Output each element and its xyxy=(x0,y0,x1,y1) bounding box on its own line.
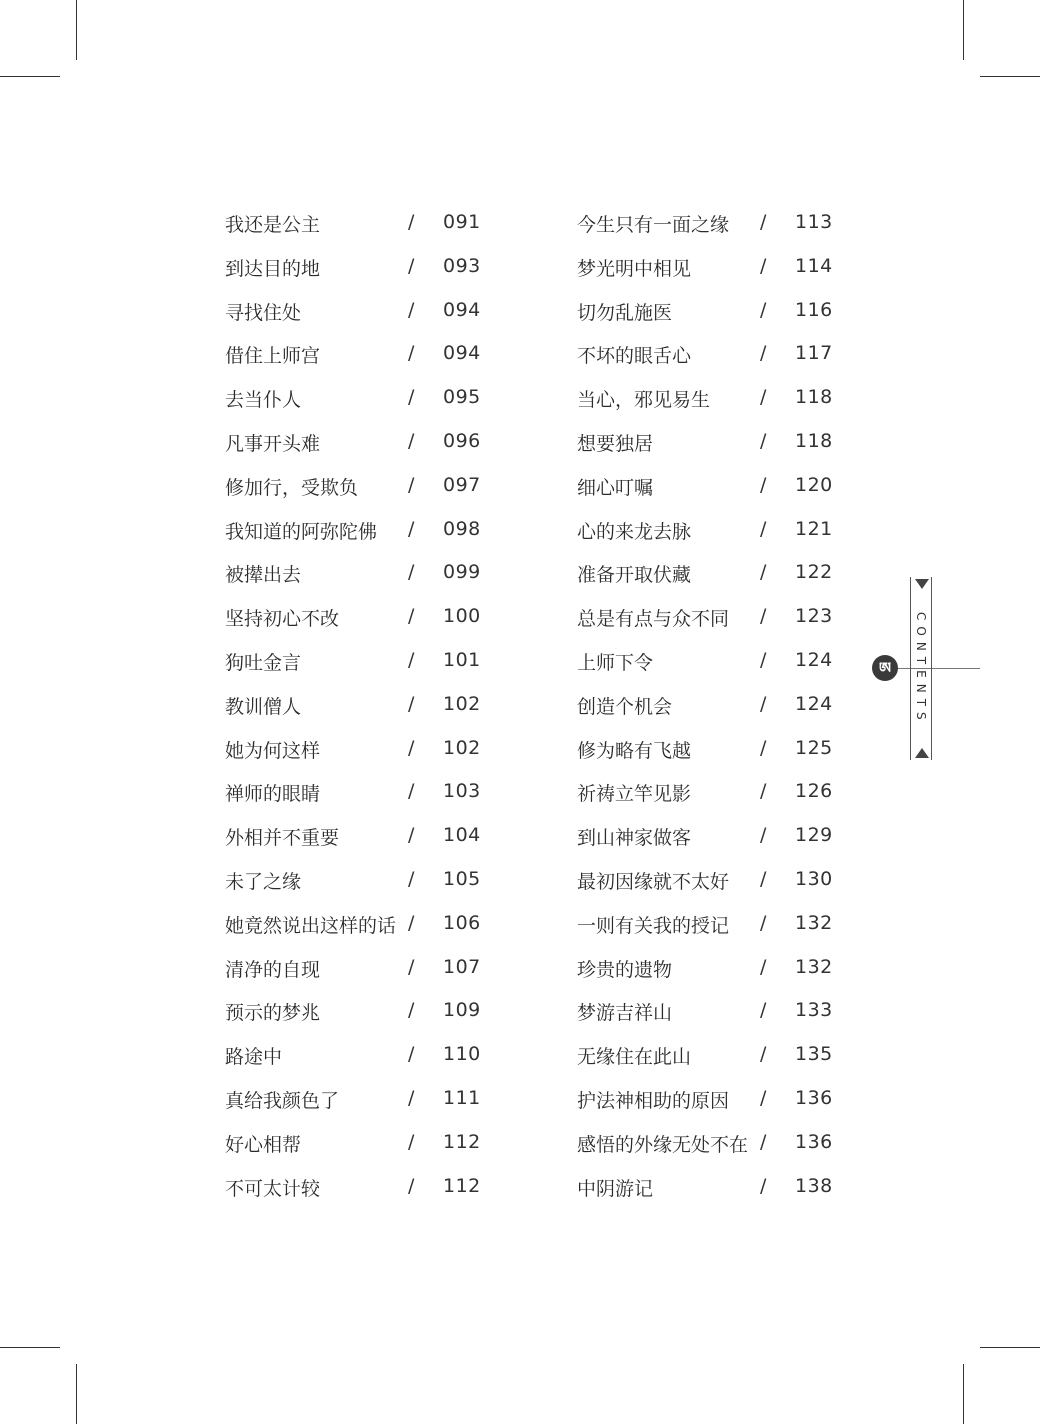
crop-mark xyxy=(76,0,77,60)
crop-mark xyxy=(76,1364,77,1424)
toc-separator: / xyxy=(760,736,767,759)
contents-label-wrap xyxy=(911,597,931,740)
toc-entry-page: 117 xyxy=(795,342,833,365)
toc-entry-title: 被撵出去 xyxy=(225,564,302,587)
toc-separator: / xyxy=(408,1043,415,1066)
crop-mark xyxy=(980,1347,1040,1348)
toc-entry[interactable] xyxy=(225,857,505,901)
toc-entry-title: 一则有关我的授记 xyxy=(577,914,730,937)
toc-entry[interactable] xyxy=(225,1164,505,1208)
toc-entry[interactable] xyxy=(577,550,857,594)
toc-separator: / xyxy=(408,648,415,671)
toc-entry-page: 106 xyxy=(443,911,481,934)
toc-entry[interactable] xyxy=(577,331,857,375)
toc-entry-page: 094 xyxy=(443,342,481,365)
toc-entry[interactable] xyxy=(225,463,505,507)
toc-entry-title: 切勿乱施医 xyxy=(577,301,673,324)
toc-entry-page: 124 xyxy=(795,692,833,715)
toc-separator: / xyxy=(408,692,415,715)
toc-entry-title: 好心相帮 xyxy=(225,1133,302,1156)
toc-entry-page: 112 xyxy=(443,1174,481,1197)
toc-entry-page: 099 xyxy=(443,561,481,584)
toc-entry-title: 禅师的眼睛 xyxy=(225,783,321,806)
toc-entry[interactable] xyxy=(577,375,857,419)
toc-entry-page: 135 xyxy=(795,1043,833,1066)
toc-separator: / xyxy=(408,211,415,233)
toc-separator: / xyxy=(760,1043,767,1066)
toc-entry-page: 102 xyxy=(443,736,481,759)
toc-entry[interactable] xyxy=(225,594,505,638)
toc-separator: / xyxy=(408,1130,415,1153)
toc-entry-page: 136 xyxy=(795,1086,833,1109)
toc-entry-page: 095 xyxy=(443,386,481,409)
toc-separator: / xyxy=(760,955,767,978)
contents-label: CONTENTS xyxy=(914,611,928,726)
toc-separator: / xyxy=(408,342,415,365)
toc-entry[interactable] xyxy=(225,200,505,244)
toc-separator: / xyxy=(760,692,767,715)
toc-entry[interactable] xyxy=(577,419,857,463)
toc-entry-page: 104 xyxy=(443,824,481,847)
toc-separator: / xyxy=(760,824,767,847)
toc-separator: / xyxy=(408,517,415,540)
toc-entry-title: 感悟的外缘无处不在 xyxy=(577,1133,749,1156)
toc-entry-title: 教训僧人 xyxy=(225,695,302,718)
triangle-down-icon xyxy=(915,579,929,589)
crop-mark xyxy=(963,1364,964,1424)
toc-entry-page: 132 xyxy=(795,955,833,978)
toc-entry-page: 118 xyxy=(795,386,833,409)
toc-separator: / xyxy=(760,1174,767,1197)
toc-separator: / xyxy=(760,473,767,496)
toc-entry[interactable] xyxy=(225,1032,505,1076)
toc-entry-title: 梦光明中相见 xyxy=(577,257,692,280)
toc-entry[interactable] xyxy=(225,288,505,332)
toc-entry[interactable] xyxy=(577,200,857,244)
toc-entry-page: 136 xyxy=(795,1130,833,1153)
toc-entry[interactable] xyxy=(577,945,857,989)
toc-entry-page: 093 xyxy=(443,254,481,277)
toc-entry[interactable] xyxy=(577,1120,857,1164)
toc-entry[interactable] xyxy=(577,769,857,813)
toc-separator: / xyxy=(408,1086,415,1109)
toc-entry-title: 去当仆人 xyxy=(225,389,302,412)
toc-entry-title: 准备开取伏藏 xyxy=(577,564,692,587)
toc-entry[interactable] xyxy=(225,813,505,857)
toc-entry-title: 心的来龙去脉 xyxy=(577,520,692,543)
toc-separator: / xyxy=(760,298,767,321)
toc-entry[interactable] xyxy=(577,594,857,638)
toc-separator: / xyxy=(408,955,415,978)
toc-entry-title: 坚持初心不改 xyxy=(225,608,340,631)
toc-entry-page: 107 xyxy=(443,955,481,978)
toc-separator: / xyxy=(760,342,767,365)
toc-entry[interactable] xyxy=(577,813,857,857)
toc-separator: / xyxy=(760,561,767,584)
toc-entry-title: 清净的自现 xyxy=(225,958,321,981)
toc-entry[interactable] xyxy=(225,1076,505,1120)
toc-entry-title: 修为略有飞越 xyxy=(577,739,692,762)
toc-entry-title: 不坏的眼舌心 xyxy=(577,345,692,368)
toc-entry-title: 护法神相助的原因 xyxy=(577,1089,730,1112)
toc-column-right xyxy=(577,200,857,1207)
toc-separator: / xyxy=(408,254,415,277)
toc-entry-page: 091 xyxy=(443,211,481,233)
toc-separator: / xyxy=(760,254,767,277)
toc-separator: / xyxy=(408,429,415,452)
toc-entry-title: 珍贵的遗物 xyxy=(577,958,673,981)
toc-entry-title: 祈祷立竿见影 xyxy=(577,783,692,806)
toc-separator: / xyxy=(408,386,415,409)
toc-separator: / xyxy=(760,780,767,803)
crop-mark xyxy=(0,1347,60,1348)
toc-entry-title: 狗吐金言 xyxy=(225,651,302,674)
toc-entry-page: 133 xyxy=(795,999,833,1022)
toc-entry-page: 094 xyxy=(443,298,481,321)
toc-entry[interactable] xyxy=(577,463,857,507)
toc-entry[interactable] xyxy=(577,901,857,945)
toc-entry[interactable] xyxy=(577,288,857,332)
toc-entry-title: 今生只有一面之缘 xyxy=(577,214,730,236)
toc-entry[interactable] xyxy=(225,638,505,682)
toc-separator: / xyxy=(760,386,767,409)
toc-separator: / xyxy=(760,648,767,671)
toc-entry-title: 真给我颜色了 xyxy=(225,1089,340,1112)
toc-entry-title: 我还是公主 xyxy=(225,214,321,236)
toc-entry-title: 到达目的地 xyxy=(225,257,321,280)
toc-entry-title: 上师下令 xyxy=(577,651,654,674)
toc-entry-title: 无缘住在此山 xyxy=(577,1046,692,1069)
toc-entry-title: 中阴游记 xyxy=(577,1177,654,1200)
tibetan-emblem-icon: ཨ xyxy=(872,655,898,681)
toc-entry-page: 096 xyxy=(443,429,481,452)
toc-entry-page: 105 xyxy=(443,867,481,890)
toc-entry[interactable] xyxy=(577,1164,857,1208)
toc-entry[interactable] xyxy=(577,988,857,1032)
crop-mark xyxy=(963,0,964,60)
toc-entry[interactable] xyxy=(225,507,505,551)
toc-entry[interactable] xyxy=(577,1032,857,1076)
toc-entry-page: 130 xyxy=(795,867,833,890)
toc-separator: / xyxy=(760,605,767,628)
toc-entry-title: 外相并不重要 xyxy=(225,827,340,850)
toc-entry-title: 我知道的阿弥陀佛 xyxy=(225,520,378,543)
toc-entry-title: 修加行，受欺负 xyxy=(225,476,359,499)
toc-entry-title: 预示的梦兆 xyxy=(225,1002,321,1025)
toc-entry-page: 097 xyxy=(443,473,481,496)
toc-entry-page: 113 xyxy=(795,211,833,233)
toc-entry-page: 111 xyxy=(443,1086,481,1109)
toc-entry-title: 凡事开头难 xyxy=(225,432,321,455)
toc-separator: / xyxy=(760,911,767,934)
toc-entry[interactable] xyxy=(225,682,505,726)
toc-entry-title: 总是有点与众不同 xyxy=(577,608,730,631)
toc-entry[interactable] xyxy=(225,988,505,1032)
toc-entry[interactable] xyxy=(577,682,857,726)
toc-entry-title: 到山神家做客 xyxy=(577,827,692,850)
toc-entry-page: 123 xyxy=(795,605,833,628)
toc-entry[interactable] xyxy=(577,726,857,770)
toc-separator: / xyxy=(760,1130,767,1153)
toc-entry-page: 138 xyxy=(795,1174,833,1197)
triangle-up-icon xyxy=(915,748,929,758)
toc-entry-page: 129 xyxy=(795,824,833,847)
toc-separator: / xyxy=(408,824,415,847)
toc-entry[interactable] xyxy=(225,375,505,419)
toc-separator: / xyxy=(760,1086,767,1109)
toc-separator: / xyxy=(760,867,767,890)
toc-entry-title: 寻找住处 xyxy=(225,301,302,324)
toc-separator: / xyxy=(408,780,415,803)
toc-entry[interactable] xyxy=(225,244,505,288)
toc-separator: / xyxy=(760,999,767,1022)
toc-entry[interactable] xyxy=(225,419,505,463)
toc-entry[interactable] xyxy=(225,726,505,770)
toc-entry-title: 她为何这样 xyxy=(225,739,321,762)
toc-entry-title: 不可太计较 xyxy=(225,1177,321,1200)
toc-entry-page: 103 xyxy=(443,780,481,803)
toc-separator: / xyxy=(408,605,415,628)
toc-entry[interactable] xyxy=(225,769,505,813)
toc-entry-title: 想要独居 xyxy=(577,432,654,455)
toc-entry[interactable] xyxy=(225,550,505,594)
toc-separator: / xyxy=(760,429,767,452)
side-divider xyxy=(896,668,980,669)
toc-entry-page: 122 xyxy=(795,561,833,584)
crop-mark xyxy=(0,76,60,77)
toc-entry-page: 114 xyxy=(795,254,833,277)
toc-entry[interactable] xyxy=(577,507,857,551)
toc-entry-title: 最初因缘就不太好 xyxy=(577,870,730,893)
toc-separator: / xyxy=(408,298,415,321)
contents-side-tab xyxy=(910,577,932,760)
toc-entry-page: 112 xyxy=(443,1130,481,1153)
toc-entry-title: 未了之缘 xyxy=(225,870,302,893)
toc-entry-page: 125 xyxy=(795,736,833,759)
toc-entry-title: 细心叮嘱 xyxy=(577,476,654,499)
toc-entry-page: 118 xyxy=(795,429,833,452)
toc-entry-page: 132 xyxy=(795,911,833,934)
toc-entry-page: 109 xyxy=(443,999,481,1022)
toc-separator: / xyxy=(760,517,767,540)
toc-entry-title: 当心，邪见易生 xyxy=(577,389,711,412)
toc-entry[interactable] xyxy=(225,901,505,945)
toc-entry[interactable] xyxy=(577,857,857,901)
toc-separator: / xyxy=(408,1174,415,1197)
toc-entry-page: 110 xyxy=(443,1043,481,1066)
toc-entry-page: 098 xyxy=(443,517,481,540)
toc-entry-title: 创造个机会 xyxy=(577,695,673,718)
toc-entry-page: 121 xyxy=(795,517,833,540)
toc-column-left xyxy=(225,200,505,1207)
toc-entry[interactable] xyxy=(225,1120,505,1164)
toc-entry[interactable] xyxy=(225,945,505,989)
toc-entry-page: 116 xyxy=(795,298,833,321)
toc-entry-page: 100 xyxy=(443,605,481,628)
toc-entry-page: 102 xyxy=(443,692,481,715)
toc-entry[interactable] xyxy=(577,1076,857,1120)
toc-entry-title: 她竟然说出这样的话 xyxy=(225,914,397,937)
toc-separator: / xyxy=(408,473,415,496)
crop-mark xyxy=(980,76,1040,77)
toc-entry-page: 120 xyxy=(795,473,833,496)
toc-separator: / xyxy=(408,999,415,1022)
toc-separator: / xyxy=(408,561,415,584)
toc-entry-title: 路途中 xyxy=(225,1046,283,1069)
toc-entry-page: 101 xyxy=(443,648,481,671)
toc-entry-page: 124 xyxy=(795,648,833,671)
toc-separator: / xyxy=(408,867,415,890)
toc-entry[interactable] xyxy=(577,638,857,682)
toc-entry[interactable] xyxy=(577,244,857,288)
toc-entry-page: 126 xyxy=(795,780,833,803)
toc-entry-title: 梦游吉祥山 xyxy=(577,1002,673,1025)
toc-separator: / xyxy=(760,211,767,233)
toc-entry[interactable] xyxy=(225,331,505,375)
toc-separator: / xyxy=(408,911,415,934)
toc-entry-title: 借住上师宫 xyxy=(225,345,321,368)
toc-separator: / xyxy=(408,736,415,759)
